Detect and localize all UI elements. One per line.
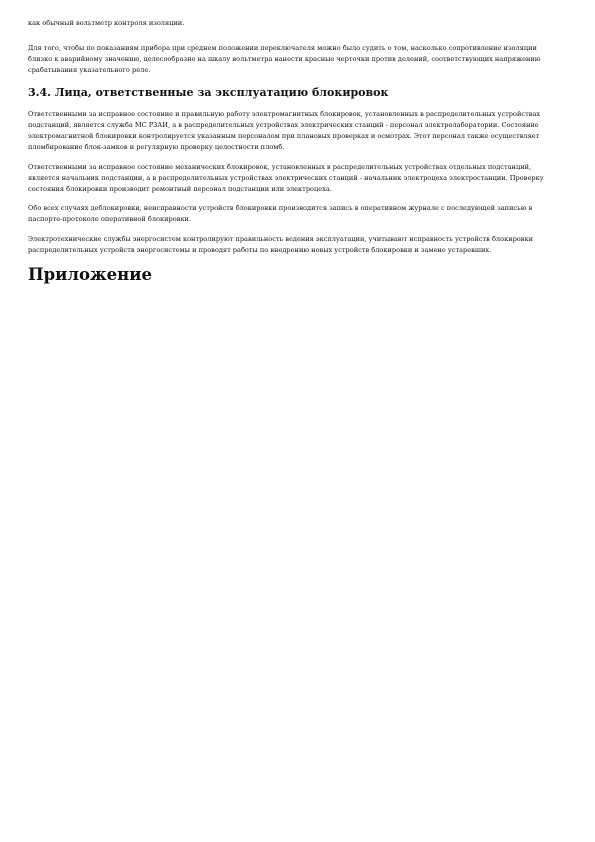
paragraph-mechanical-blocking: Ответственными за исправное состояние механических блокировок, установленных в распределительных устройствах отдельных подстанций, является начальник подстанции, а в распределительных устройствах электрических станций - начальник электроцеха электростанции. Проверку состояния блокировки производит ремонтный персонал подстанции или электроцеха.: [28, 163, 544, 193]
paragraph-deblocking-records: Обо всех случаях деблокировки, неисправности устройств блокировки производится запись в оперативном журнале с последующей записью в паспорте-протоколе оперативной блокировки.: [28, 204, 533, 223]
appendix-heading: Приложение: [28, 265, 152, 284]
paragraph-electromagnetic-blocking: Ответственными за исправное состояние и правильную работу электромагнитных блокировок, установленных в распределительных устройствах подстанций, является служба МС РЗАИ, а в распределительных устройствах электрических станций - персонал электролаборатории. Состояние электромагнитной блокировки контролируется указанным персоналом при плановых проверках и осмотрах. Этот персонал также осуществляет пломбирование блок-замков и регулярную проверку целостности пломб.: [28, 110, 541, 151]
section-heading: 3.4. Лица, ответственные за эксплуатацию блокировок: [28, 86, 389, 99]
document-page: [28, 18, 558, 285]
paragraph-voltmeter-marks: Для того, чтобы по показаниям прибора при среднем положении переключателя можно было судить о том, насколько сопротивление изоляции близко к аварийному значению, целесообразно на шкалу вольтметра нанести красные черточки против делений, соответствующих напряжению срабатывания указательного реле.: [28, 44, 541, 74]
paragraph-power-system-services: Электротехнические службы энергосистем контролируют правильность ведения эксплуатации, учитывают исправность устройств блокировки распределительных устройств энергосистемы и проводят работы по внедрению новых устройств блокировки и замене устаревших.: [28, 235, 534, 254]
paragraph-continuation: как обычный вольтметр контроля изоляции.: [28, 19, 185, 27]
